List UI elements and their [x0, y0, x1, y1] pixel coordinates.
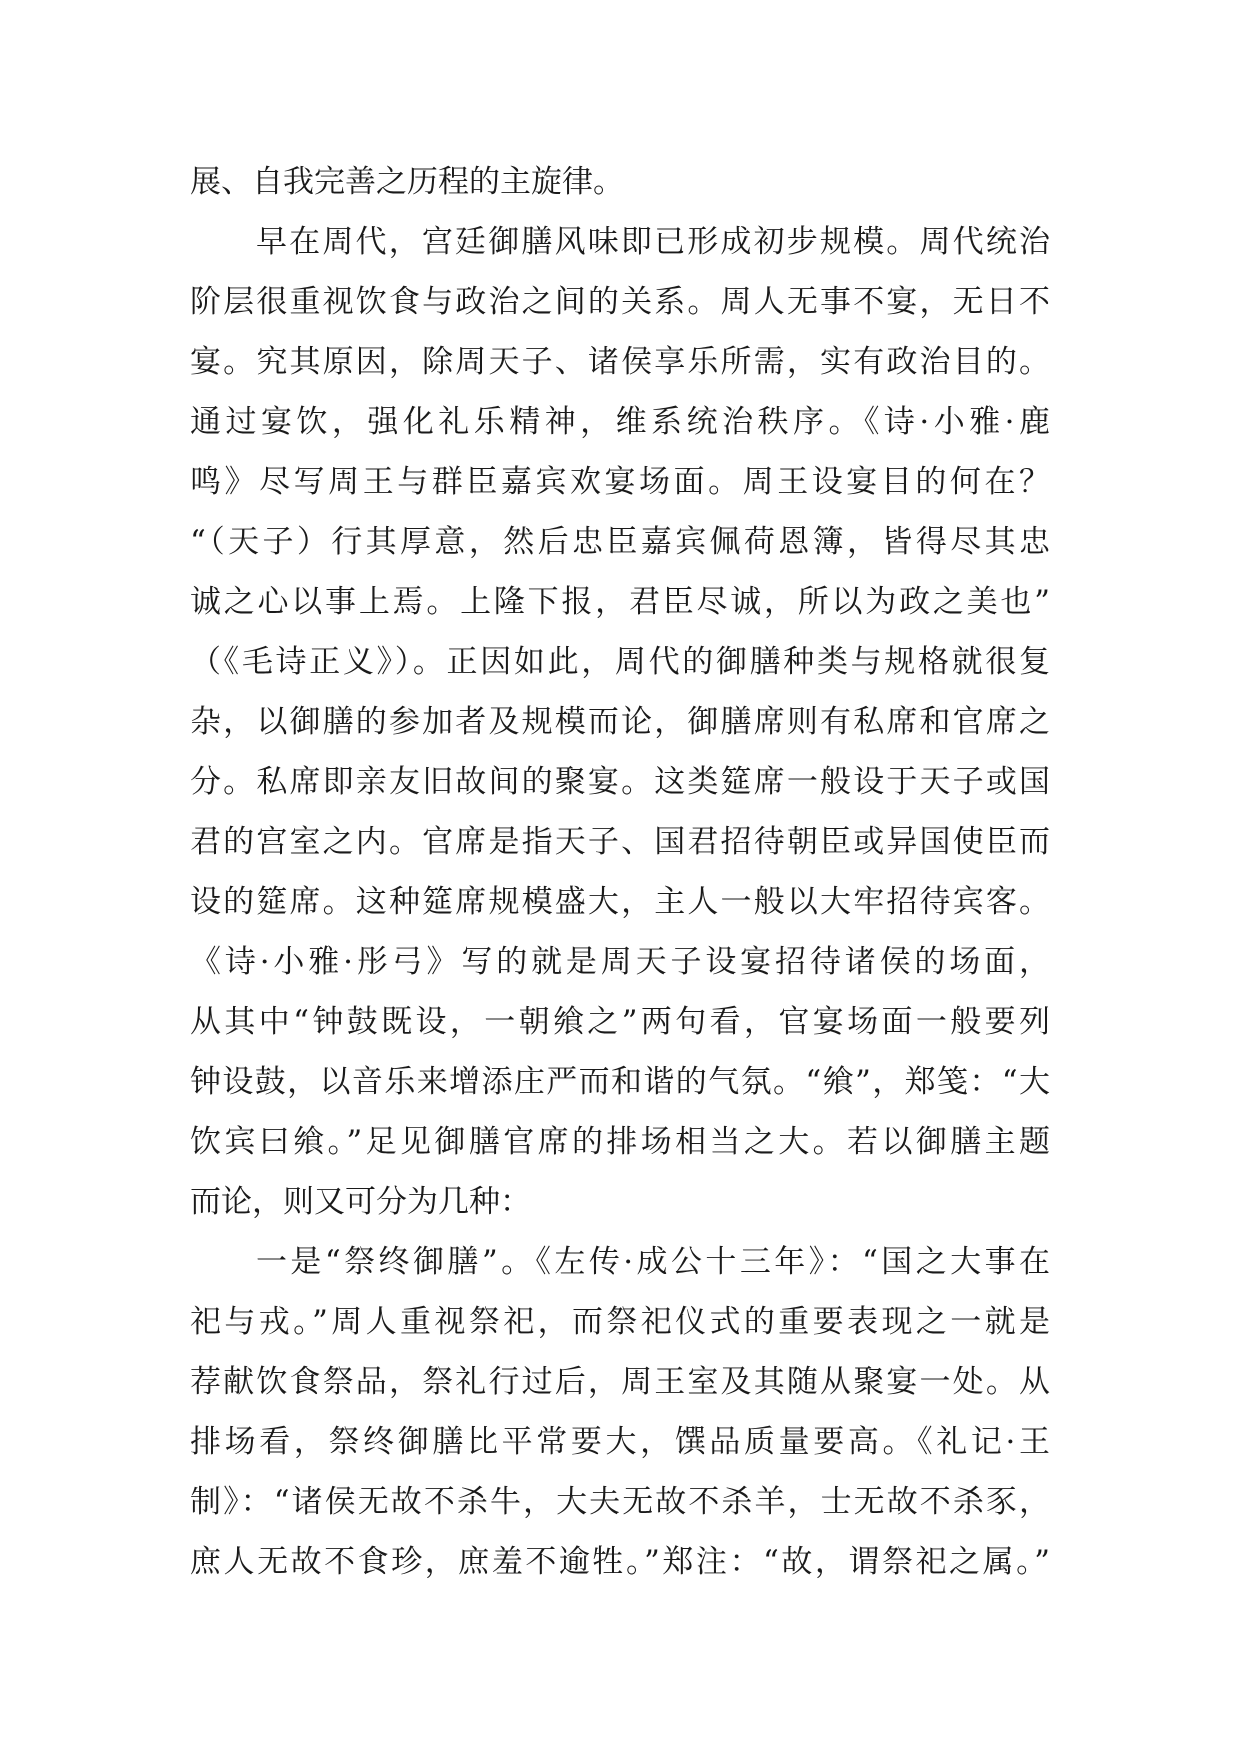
text-line: “（天子）行其厚意，然后忠臣嘉宾佩荷恩簿，皆得尽其忠 — [190, 524, 1050, 560]
text-line: 宴。究其原因，除周天子、诸侯享乐所需，实有政治目的。 — [190, 344, 1050, 380]
paragraph-start-line: 一是“祭终御膳”。《左传·成公十三年》：“国之大事在 — [256, 1244, 1050, 1280]
paragraph-start-line: 早在周代，宫廷御膳风味即已形成初步规模。周代统治 — [256, 224, 1050, 260]
text-line: 排场看，祭终御膳比平常要大，馔品质量要高。《礼记·王 — [190, 1424, 1050, 1460]
text-line: 制》：“诸侯无故不杀牛，大夫无故不杀羊，士无故不杀豕， — [190, 1484, 1050, 1520]
body-text — [190, 152, 1050, 1592]
text-line: 杂，以御膳的参加者及规模而论，御膳席则有私席和官席之 — [190, 704, 1050, 740]
text-line: 《诗·小雅·彤弓》写的就是周天子设宴招待诸侯的场面， — [190, 944, 1050, 980]
text-line: 鸣》尽写周王与群臣嘉宾欢宴场面。周王设宴目的何在？ — [190, 464, 1050, 500]
text-line: 阶层很重视饮食与政治之间的关系。周人无事不宴，无日不 — [190, 284, 1050, 320]
text-line: 诚之心以事上焉。上隆下报，君臣尽诚，所以为政之美也” — [190, 584, 1050, 620]
text-line: 从其中“钟鼓既设，一朝飨之”两句看，官宴场面一般要列 — [190, 1004, 1050, 1040]
text-line: 庶人无故不食珍，庶羞不逾牲。”郑注：“故，谓祭祀之属。” — [190, 1544, 1050, 1580]
text-line: 荐献饮食祭品，祭礼行过后，周王室及其随从聚宴一处。从 — [190, 1364, 1050, 1400]
text-line: 君的宫室之内。官席是指天子、国君招待朝臣或异国使臣而 — [190, 824, 1050, 860]
text-line: 钟设鼓，以音乐来增添庄严而和谐的气氛。“飨”，郑笺：“大 — [190, 1064, 1050, 1100]
text-line: （《毛诗正义》）。正因如此，周代的御膳种类与规格就很复 — [190, 644, 1050, 680]
text-line: 饮宾曰飨。”足见御膳官席的排场相当之大。若以御膳主题 — [190, 1124, 1050, 1160]
text-line: 通过宴饮，强化礼乐精神，维系统治秩序。《诗·小雅·鹿 — [190, 404, 1050, 440]
text-line: 而论，则又可分为几种： — [190, 1184, 531, 1220]
text-line: 祀与戎。”周人重视祭祀，而祭祀仪式的重要表现之一就是 — [190, 1304, 1050, 1340]
text-line: 分。私席即亲友旧故间的聚宴。这类筵席一般设于天子或国 — [190, 764, 1050, 800]
text-line: 展、自我完善之历程的主旋律。 — [190, 164, 624, 200]
text-line: 设的筵席。这种筵席规模盛大，主人一般以大牢招待宾客。 — [190, 884, 1050, 920]
